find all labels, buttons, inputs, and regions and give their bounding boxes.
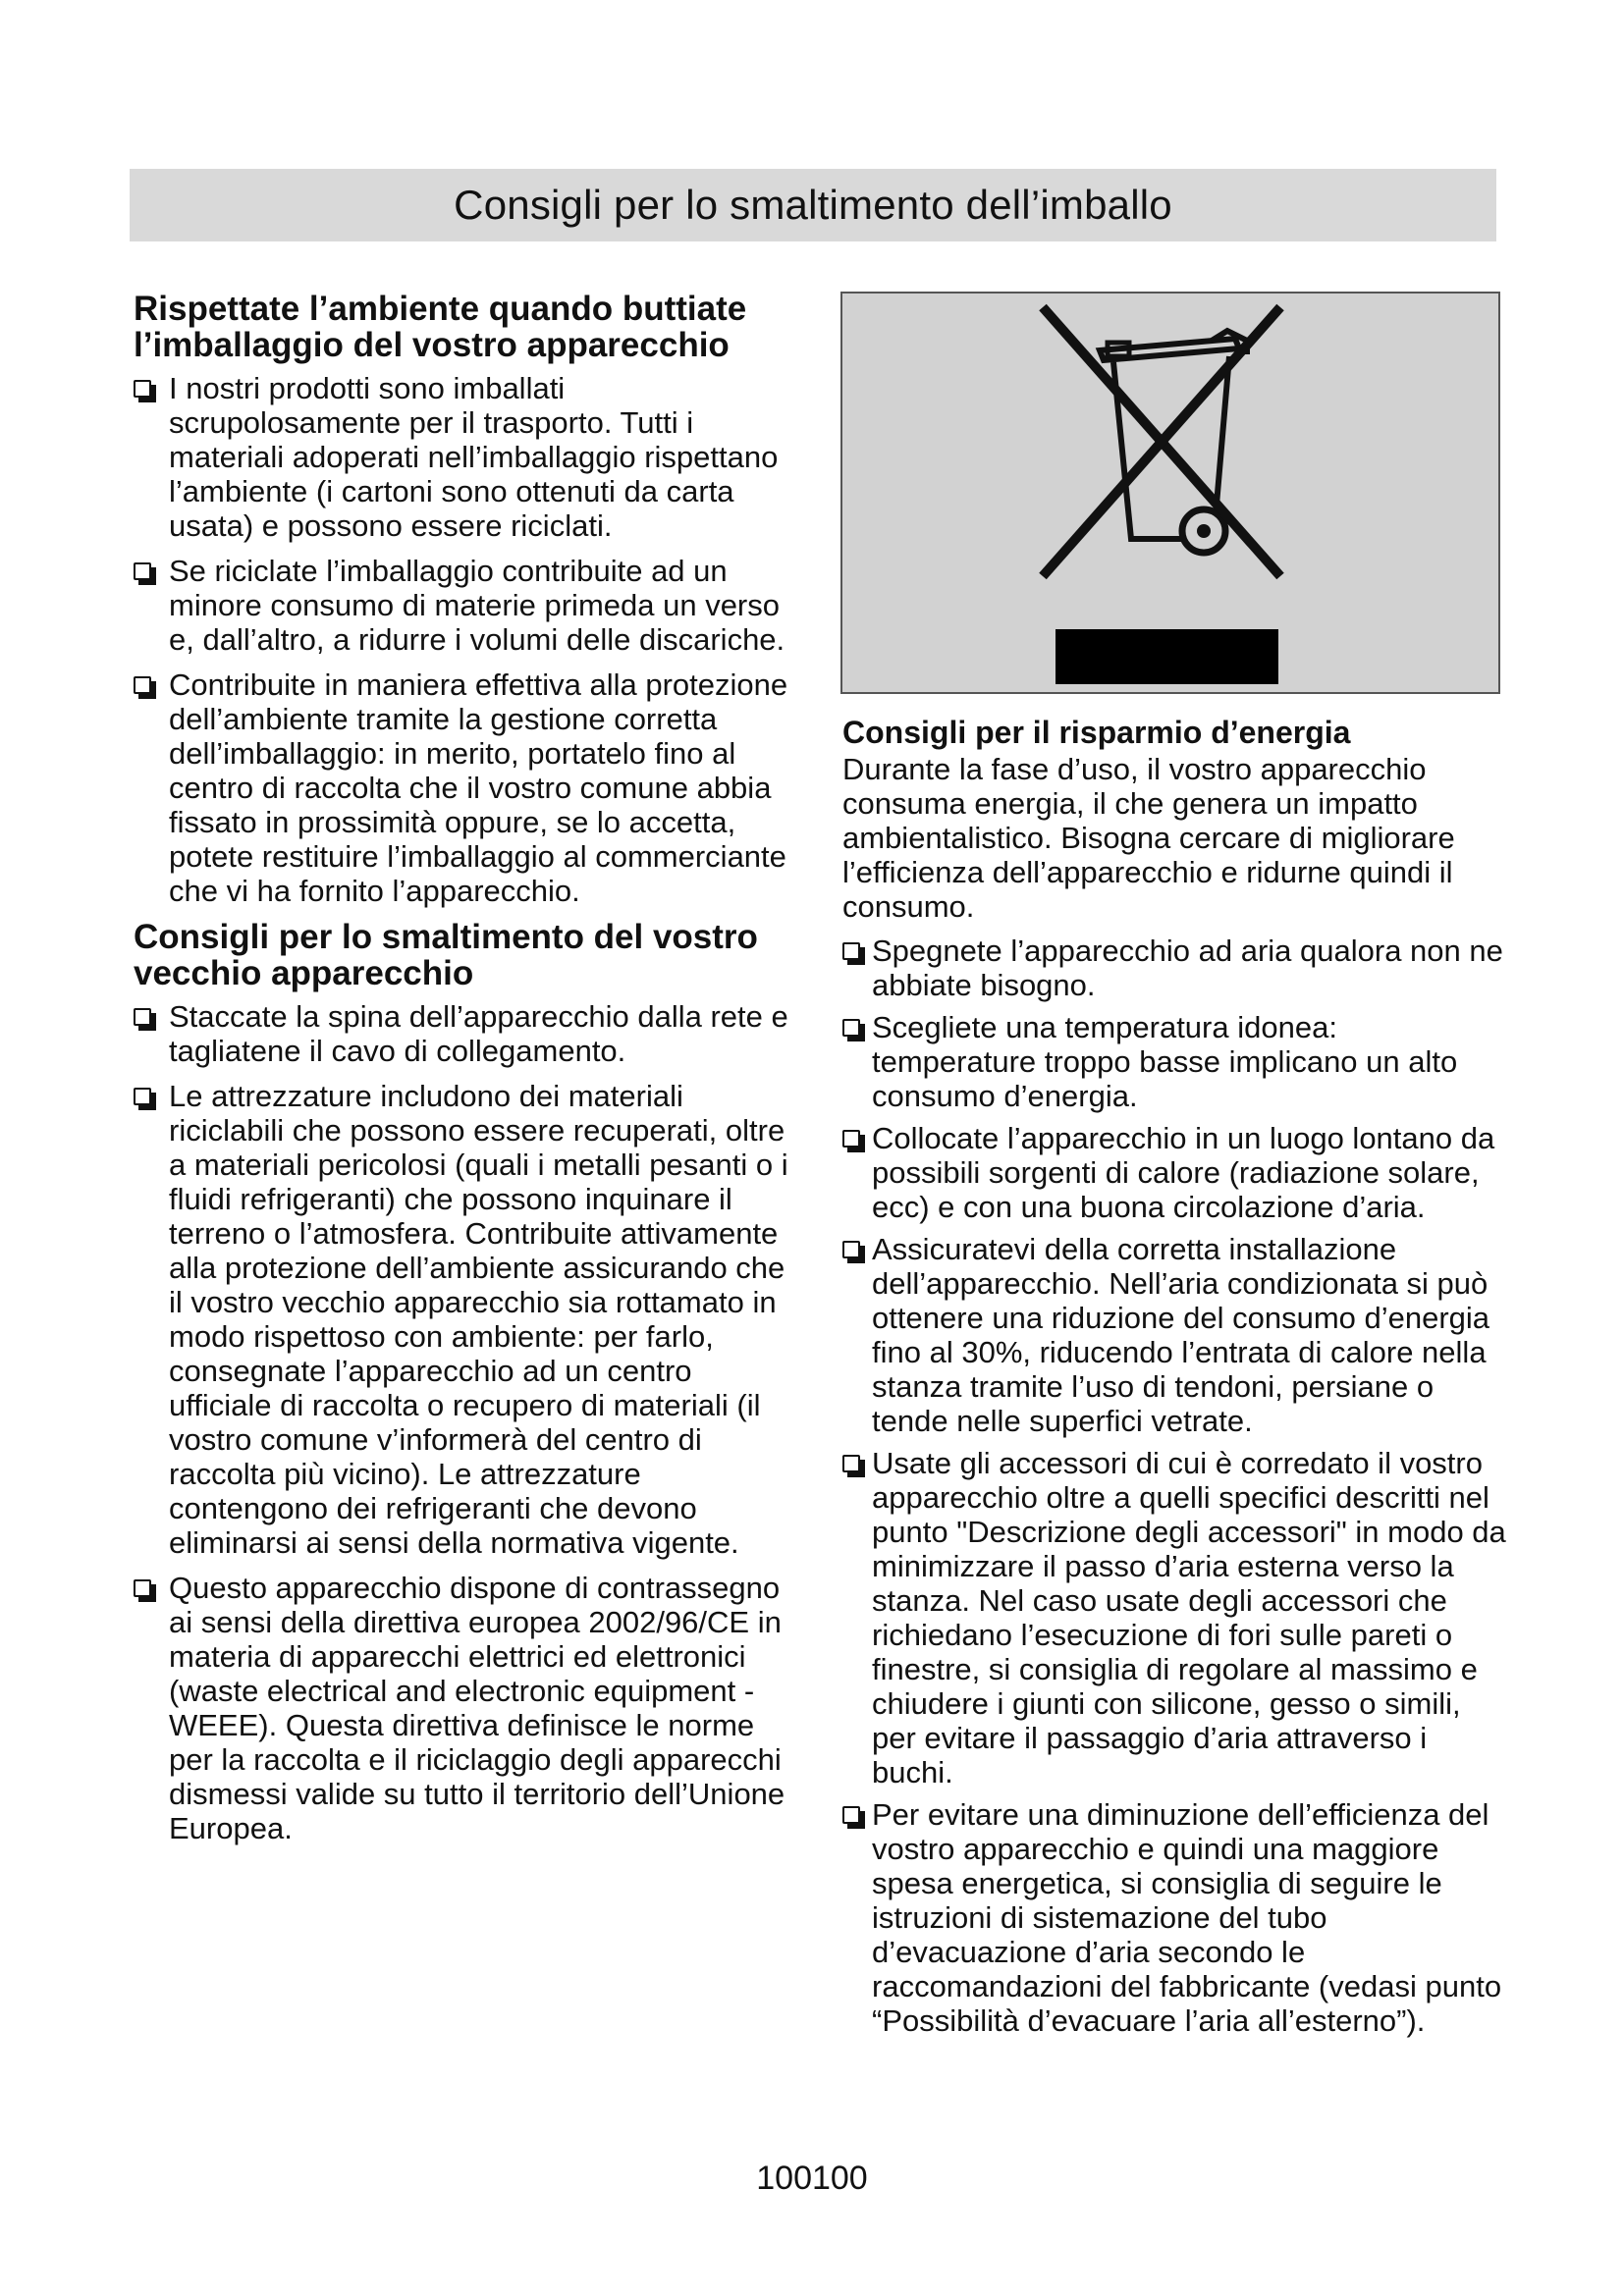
old-appliance-list <box>134 999 793 1845</box>
checkbox-bullet-icon <box>842 942 860 960</box>
checkbox-bullet-icon <box>134 1088 151 1105</box>
list-item: Questo apparecchio dispone di contrassegno ai sensi della direttiva europea 2002/96/CE in materia di apparecchi elettrici ed elettronici (waste electrical and electronic equipment - WEEE). Questa direttiva definisce le norme per la raccolta e il riciclaggio degli apparecchi dismessi valide su tutto il territorio dell’Unione Europea. <box>134 1571 793 1845</box>
list-item: Scegliete una temperatura idonea: temperature troppo basse implicano un alto consumo d’energia. <box>842 1010 1506 1113</box>
list-item: Per evitare una diminuzione dell’efficienza del vostro apparecchio e quindi una maggiore spesa energetica, si consiglia di seguire le istruzioni di sistemazione del tubo d’evacuazione d’aria secondo le raccomandazioni del fabbricante (vedasi punto “Possibilità d’evacuare l’aria all’esterno”). <box>842 1797 1506 2038</box>
page-number: 100100 <box>756 2160 868 2197</box>
energy-intro-text: Durante la fase d’uso, il vostro apparecchio consuma energia, il che genera un impatto ambientalistico. Bisogna cercare di migliorare l’efficienza dell’apparecchio e ridurne quindi il consumo. <box>842 752 1455 924</box>
section-title-packaging: Rispettate l’ambiente quando buttiate l’imballaggio del vostro apparecchio <box>134 290 747 364</box>
list-item: Se riciclate l’imballaggio contribuite ad un minore consumo di materie primeda un verso e, dall’altro, a ridurre i volumi delle discariche. <box>134 554 793 657</box>
list-item: Le attrezzature includono dei materiali riciclabili che possono essere recuperati, oltre a materiali pericolosi (quali i metalli pesanti o i fluidi refrigeranti) che possono inquinare il terreno o l’atmosfera. Contribuite attivamente alla protezione dell’ambiente assicurando che il vostro vecchio apparecchio sia rottamato in modo rispettoso con ambiente: per farlo, consegnate l’apparecchio ad un centro ufficiale di raccolta o recupero di materiali (il vostro comune v’informerà del centro di raccolta più vicino). Le attrezzature contengono dei refrigeranti che devono eliminarsi ai sensi della normativa vigente. <box>134 1079 793 1560</box>
left-column <box>134 291 793 1856</box>
page-title: Consigli per lo smaltimento dell’imballo <box>454 182 1172 228</box>
checkbox-bullet-icon <box>134 1579 151 1597</box>
page-header <box>130 169 1496 241</box>
checkbox-bullet-icon <box>842 1241 860 1258</box>
right-column <box>842 715 1506 2046</box>
section-title-old-appliance: Consigli per lo smaltimento del vostro vecchio apparecchio <box>134 918 758 992</box>
checkbox-bullet-icon <box>134 562 151 580</box>
list-item: Staccate la spina dell’apparecchio dalla rete e tagliatene il cavo di collegamento. <box>134 999 793 1068</box>
energy-tips-list <box>842 934 1506 2038</box>
list-item: Contribuite in maniera effettiva alla protezione dell’ambiente tramite la gestione corretta dell’imballaggio: in merito, portatelo fino al centro di raccolta che il vostro comune abbia fissato in prossimità oppure, se lo accetta, potete restituire l’imballaggio al commerciante che vi ha fornito l’apparecchio. <box>134 667 793 908</box>
list-item: Usate gli accessori di cui è corredato il vostro apparecchio oltre a quelli specifici descritti nel punto "Descrizione degli accessori" in modo da minimizzare il passo d’aria esterna verso la stanza. Nel caso usate degli accessori che richiedano l’esecuzione di fori sulle pareti o finestre, si consiglia di regolare al massimo e chiudere i giunti con silicone, gesso o simili, per evitare il passaggio d’aria attraverso i buchi. <box>842 1446 1506 1789</box>
checkbox-bullet-icon <box>134 1008 151 1026</box>
checkbox-bullet-icon <box>134 676 151 694</box>
checkbox-bullet-icon <box>842 1130 860 1148</box>
packaging-list <box>134 371 793 908</box>
list-item: Spegnete l’apparecchio ad aria qualora non ne abbiate bisogno. <box>842 934 1506 1002</box>
list-item: Assicuratevi della corretta installazione dell’apparecchio. Nell’aria condizionata si può ottenere una riduzione del consumo d’energia fino al 30%, riducendo l’entrata di calore nella stanza tramite l’uso di tendoni, persiane o tende nelle superfici vetrate. <box>842 1232 1506 1438</box>
checkbox-bullet-icon <box>842 1806 860 1824</box>
list-item: Collocate l’apparecchio in un luogo lontano da possibili sorgenti di calore (radiazione solare, ecc) e con una buona circolazione d’aria. <box>842 1121 1506 1224</box>
section-title-energy-saving: Consigli per il risparmio d’energia <box>842 715 1351 750</box>
list-item: I nostri prodotti sono imballati scrupolosamente per il trasporto. Tutti i materiali adoperati nell’imballaggio rispettano l’ambiente (i cartoni sono ottenuti da carta usata) e possono essere riciclati. <box>134 371 793 543</box>
black-bar <box>1056 629 1278 684</box>
checkbox-bullet-icon <box>134 380 151 398</box>
checkbox-bullet-icon <box>842 1455 860 1472</box>
weee-symbol-image <box>840 292 1500 694</box>
checkbox-bullet-icon <box>842 1019 860 1037</box>
